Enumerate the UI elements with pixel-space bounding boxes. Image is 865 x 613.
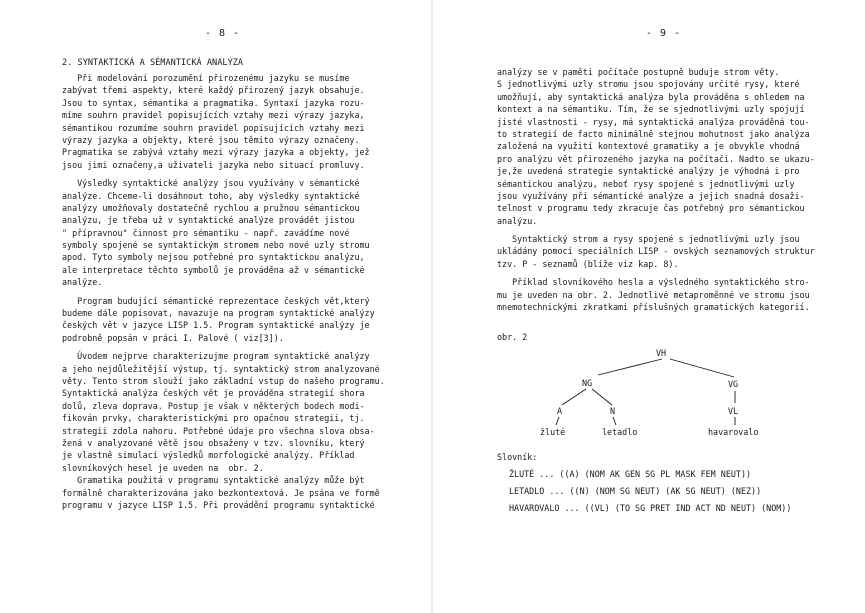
- text-line: analýzy umožňovaly dostatečně rychlou a pružnou sémantickou: [62, 202, 360, 213]
- tree-word-letadlo: letadlo: [602, 427, 638, 437]
- text-line: analýzu.: [497, 215, 538, 226]
- text-line: jsou využívány při sémantické analýze a jejich snadná dosaži-: [497, 190, 805, 201]
- tree-edge: [592, 389, 612, 405]
- text-line: slovníkových hesel je uveden na obr. 2.: [62, 462, 264, 473]
- text-line: Pragmatika se zabývá vztahy mezi výrazy jazyka a objekty, jež: [62, 147, 370, 158]
- tree-word-havarovalo: havarovalo: [708, 427, 759, 437]
- right-body-text: [497, 66, 815, 313]
- tree-node-ng: NG: [582, 378, 593, 388]
- text-line: fikován prvky, charakteristickými pro opačnou strategii, tj.: [62, 413, 365, 424]
- tree-word-zlute: žluté: [540, 427, 566, 437]
- text-line: sémantickou analýzu, neboť rysy spojené s jednotlivými uzly: [497, 178, 795, 189]
- text-line: Příklad slovníkového hesla a výsledného syntaktického stro-: [497, 277, 810, 288]
- text-line: výrazy jazyka a objekty, které jsou těmito výrazy označeny.: [62, 134, 360, 145]
- text-line: pro analýzu vět přirozeného jazyka na počítači. Nadto se ukazu-: [497, 153, 815, 164]
- text-line: analýzy se v paměti počítače postupně buduje strom věty.: [497, 67, 780, 77]
- text-line: analýzu, je třeba už v syntaktické analýze provádět jistou: [62, 215, 355, 226]
- text-line: dolů, zleva doprava. Postup je však v některých bodech modi-: [62, 400, 365, 411]
- tree-node-vh: VH: [656, 348, 667, 358]
- tree-edge: [562, 389, 586, 405]
- tree-edge: [613, 417, 616, 425]
- text-line: českých vět v jazyce LISP 1.5. Program syntaktické analýzy je: [62, 320, 370, 331]
- dictionary-entries: [509, 466, 791, 517]
- text-line: umožňují, aby syntaktická analýza byla prováděna s ohledem na: [497, 91, 805, 102]
- text-line: Syntaktická analýza českých vět je prováděna strategií shora: [62, 388, 365, 399]
- text-line: založená na využití kontextové gramatiky a je obvykle vhodná: [497, 141, 800, 152]
- section-heading: 2. SYNTAKTICKÁ A SÉMANTICKÁ ANALÝZA: [62, 58, 244, 68]
- text-line: S jednotlivými uzly stromu jsou spojovány určité rysy, které: [497, 79, 800, 90]
- text-line: analýze.: [62, 277, 103, 288]
- page-number: - 8 -: [205, 28, 241, 39]
- tree-edge: [556, 417, 559, 425]
- tree-edge: [598, 359, 662, 375]
- text-line: Při modelování porozumění přirozenému jazyku se musíme: [62, 73, 350, 83]
- left-body-text: [62, 72, 385, 511]
- left-page: [0, 0, 432, 613]
- dictionary-entry: ŽLUTÉ ... ((A) (NOM AK GEN SG PL MASK FEM NEUT)): [509, 469, 752, 479]
- text-line: to strategií de facto minimálně stejnou mohutnost jako analýza: [497, 128, 810, 139]
- text-line: Syntaktický strom a rysy spojené s jednotlivými uzly jsou: [497, 234, 800, 245]
- page-number: - 9 -: [646, 28, 682, 39]
- text-line: mu je uveden na obr. 2. Jednotlivé metaproměnné ve stromu jsou: [497, 289, 810, 300]
- tree-edge: [670, 359, 734, 377]
- text-line: " přípravnou" činnost pro sémantiku - např. zavádíme nové: [62, 227, 350, 238]
- text-line: je vlastně simulací výsledků morfologické analýzy. Příklad: [62, 450, 355, 461]
- tree-node-vg: VG: [728, 379, 739, 389]
- text-line: kontext a na sémantiku. Tím, že se sjednotlivými uzly spojují: [497, 104, 805, 115]
- text-line: Výsledky syntaktické analýzy jsou využívány v sémantické: [62, 178, 360, 189]
- text-line: mnemotechnickými zkratkami příslušných gramatických kategorií.: [497, 302, 810, 313]
- dictionary-entry: HAVAROVALO ... ((VL) (TO SG PRET IND ACT ND NEUT) (NOM)): [509, 503, 792, 513]
- text-line: strategii zdola nahoru. Potřebné údaje pro všechna slova obsa-: [62, 425, 375, 436]
- text-line: analýze. Chceme-li dosáhnout toho, aby výsledky syntaktické: [62, 190, 360, 201]
- text-line: podrobně popsán v práci I. Palové ( viz[3]).: [62, 332, 284, 343]
- text-line: formálně charakterizována jako bezkontextová. Je psána ve formě: [62, 487, 380, 498]
- text-line: telnost v programu tedy zkracuje čas potřebný pro sémantickou: [497, 203, 805, 214]
- text-line: tzv. P - seznamů (blíže viz kap. 8).: [497, 258, 679, 269]
- text-line: zabývat třemi aspekty, které každý přirozený jazyk obsahuje.: [62, 85, 365, 96]
- text-line: sémantikou rozumíme souhrn pravidel popisujících vztahy mezi: [62, 122, 365, 133]
- text-line: symboly spojené se syntaktickým stromem nebo nové uzly stromu: [62, 240, 370, 251]
- text-line: programu v jazyce LISP 1.5. Při provádění programu syntaktické: [62, 499, 375, 510]
- figure-label: obr. 2: [497, 332, 528, 342]
- text-line: žená v analyzované větě jsou obsaženy v tzv. slovníku, který: [62, 437, 365, 448]
- text-line: Jsou to syntax, sémantika a pragmatika. Syntaxí jazyka rozu-: [62, 97, 365, 108]
- text-line: jsou jimi označeny,a uživateli jazyka nebo situací promluvy.: [62, 159, 365, 170]
- text-line: věty. Tento strom slouží jako základní vstup do našeho programu.: [62, 375, 385, 386]
- text-line: apod. Tyto symboly nejsou potřebné pro syntaktickou analýzu,: [62, 252, 365, 263]
- dictionary-entry: LETADLO ... ((N) (NOM SG NEUT) (AK SG NEUT) (NEZ)): [509, 486, 762, 496]
- text-line: a jeho nejdůležitější výstup, tj. syntaktický strom analyzované: [62, 363, 380, 374]
- text-line: je,že uvedená strategie syntaktické analýzy je výhodná i pro: [497, 166, 800, 177]
- text-line: jisté vlastnosti - rysy, má syntaktická analýza prováděná tou-: [497, 116, 810, 127]
- text-line: budeme dále popisovat, navazuje na program syntaktické analýzy: [62, 308, 375, 319]
- text-line: Úvodem nejprve charakterizujme program syntaktické analýzy: [62, 351, 370, 362]
- tree-node-a: A: [557, 406, 563, 416]
- text-line: Gramatika použitá v programu syntaktické analýzy může být: [62, 475, 365, 486]
- text-line: míme souhrn pravidel popisujících vztahy mezi výrazy jazyka,: [62, 110, 365, 121]
- tree-node-n: N: [610, 406, 616, 416]
- syntax-tree-diagram: [520, 345, 820, 445]
- dictionary-label: Slovník:: [497, 452, 538, 462]
- text-line: Program budující sémantické reprezentace českých vět,který: [62, 295, 370, 306]
- text-line: ukládány pomocí speciálních LISP - ovských seznamových struktur: [497, 246, 815, 257]
- tree-node-vl: VL: [728, 406, 739, 416]
- text-line: ale interpretace těchto symbolů je prováděna až v sémantické: [62, 264, 365, 275]
